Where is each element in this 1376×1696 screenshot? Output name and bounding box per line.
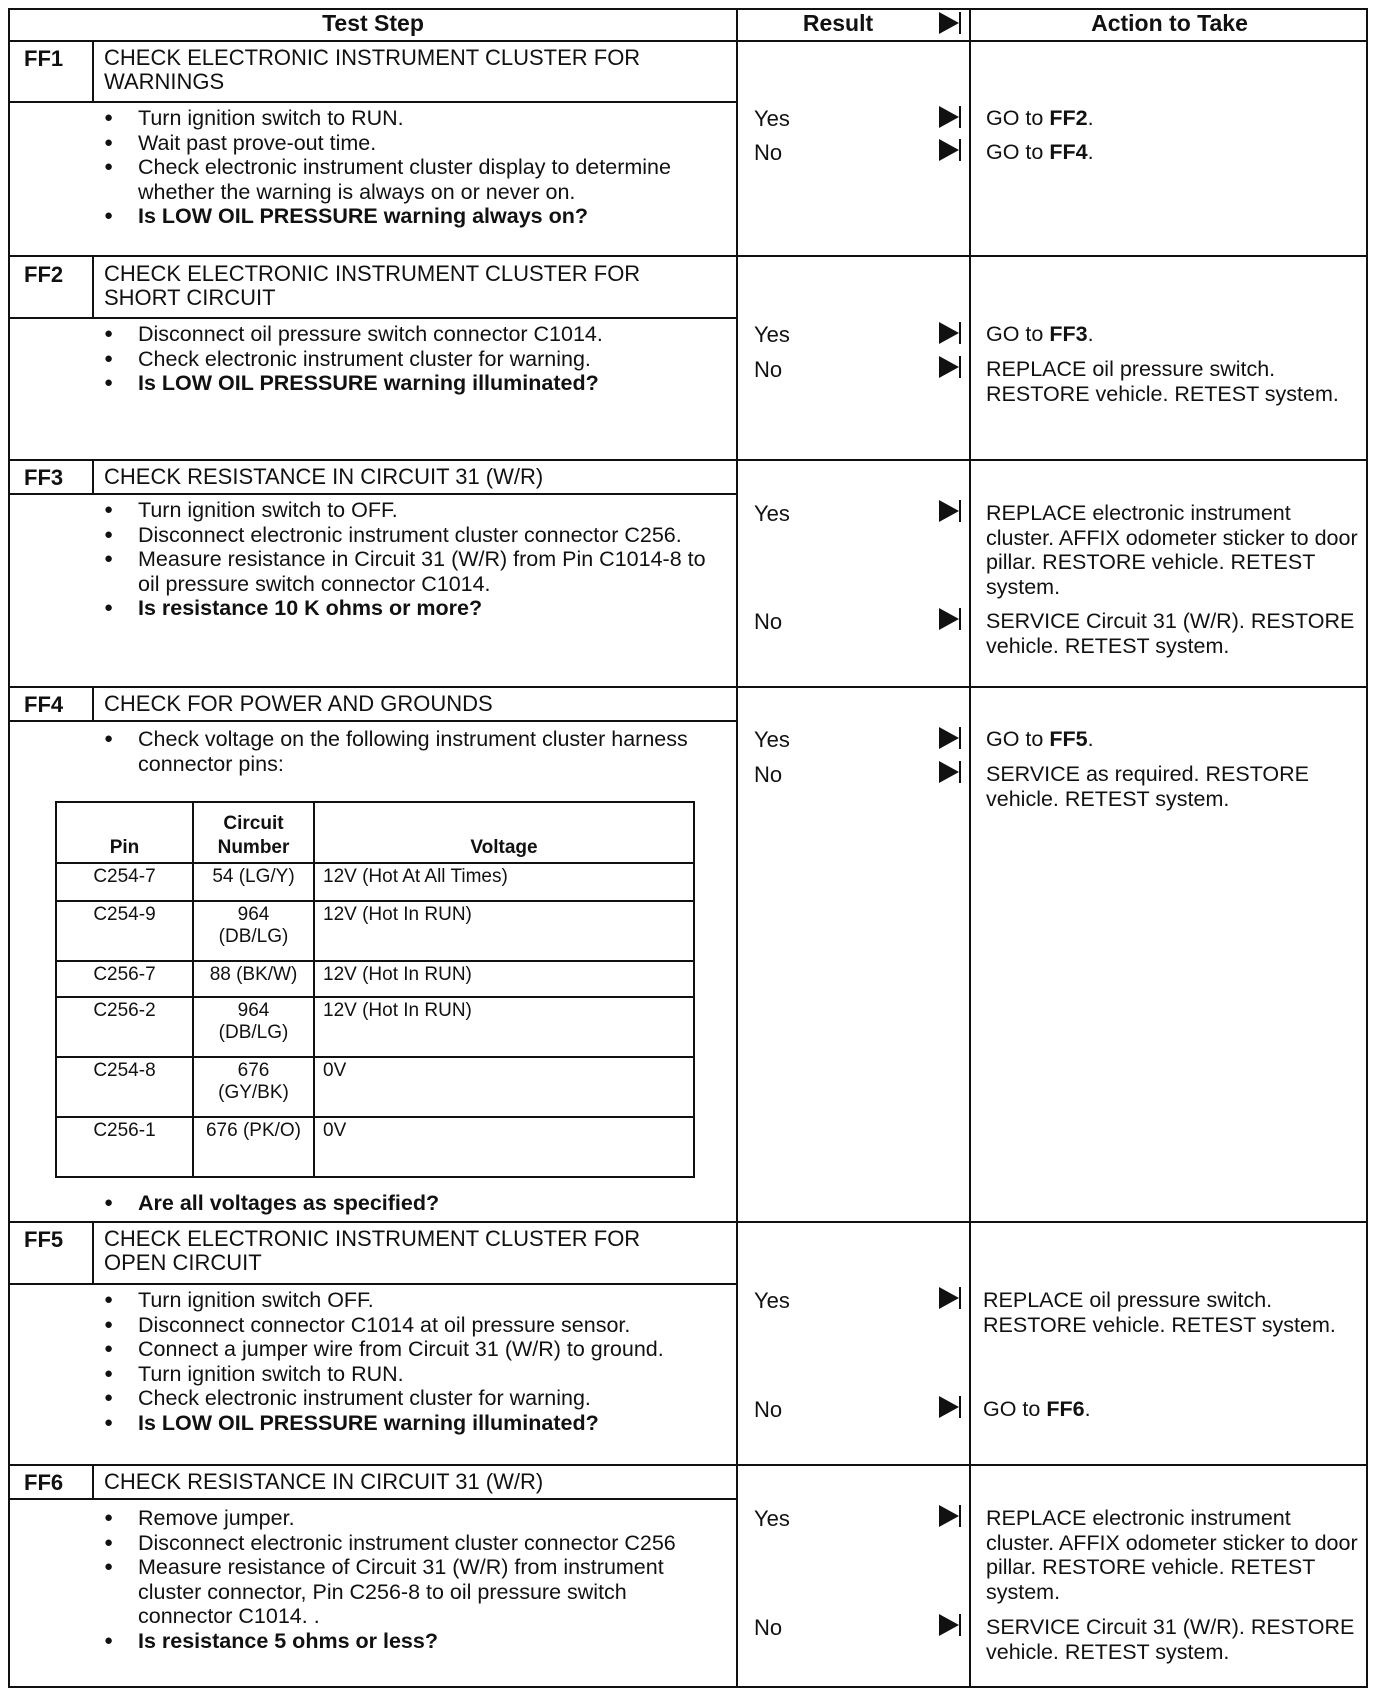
column-divider (736, 8, 738, 1688)
step-instructions (98, 498, 718, 621)
result-no: No (754, 762, 783, 787)
action-yes: GO to FF2. (986, 106, 1094, 130)
pin-cell: C256-1 (56, 1117, 193, 1177)
step-title: CHECK FOR POWER AND GROUNDS (104, 691, 493, 716)
action-no: SERVICE Circuit 31 (W/R). RESTORE vehicle. RETEST system. (986, 1615, 1355, 1664)
step-question: ● Is LOW OIL PRESSURE warning illuminated? (98, 1411, 718, 1436)
action-no: GO to FF6. (983, 1397, 1091, 1421)
result-arrow-icon (939, 322, 959, 344)
result-arrow-icon (959, 322, 961, 344)
step-title-divider (8, 493, 738, 495)
step-title: CHECK RESISTANCE IN CIRCUIT 31 (W/R) (104, 464, 544, 489)
pin-cell: C256-2 (56, 997, 193, 1057)
action-yes: REPLACE electronic instrument cluster. AFFIX odometer sticker to door pillar. RESTORE vehicle. RETEST system. (986, 501, 1358, 599)
step-instructions (98, 1506, 718, 1653)
circuit-cell: 964 (DB/LG) (193, 997, 314, 1057)
circuit-cell: 88 (BK/W) (193, 961, 314, 997)
diagnostic-table (8, 8, 1368, 1688)
column-divider (969, 8, 971, 1688)
instruction-item: ● Wait past prove-out time. (98, 131, 718, 156)
step-id: FF5 (24, 1227, 64, 1252)
pin-voltage-table (55, 801, 695, 1178)
action-yes: GO to FF3. (986, 322, 1094, 346)
action-no: SERVICE Circuit 31 (W/R). RESTORE vehicle. RETEST system. (986, 609, 1355, 658)
step-id-divider (92, 686, 94, 722)
step-divider (8, 686, 1368, 688)
result-yes: Yes (754, 1288, 790, 1313)
instruction-item: ● Turn ignition switch to OFF. (98, 498, 718, 523)
voltage-cell: 0V (314, 1057, 694, 1117)
result-arrow-icon (939, 761, 959, 783)
step-id: FF4 (24, 692, 64, 717)
table-border (8, 8, 10, 1688)
result-arrow-icon (959, 356, 961, 378)
instruction-item: ● Check electronic instrument cluster display to determine whether the warning is always on or never on. (98, 155, 718, 204)
step-id-divider (92, 1464, 94, 1500)
instruction-item: ● Disconnect connector C1014 at oil pressure sensor. (98, 1313, 718, 1338)
step-id-divider (92, 255, 94, 319)
result-arrow-icon (939, 106, 959, 128)
instruction-item: ● Check voltage on the following instrument cluster harness connector pins: (98, 727, 718, 776)
step-question: ● Are all voltages as specified? (98, 1191, 718, 1216)
result-arrow-icon (939, 139, 959, 161)
result-yes: Yes (754, 501, 790, 526)
instruction-item: ● Turn ignition switch to RUN. (98, 1362, 718, 1387)
result-arrow-icon (939, 1505, 959, 1527)
step-title-divider (8, 1498, 738, 1500)
action-yes: REPLACE electronic instrument cluster. AFFIX odometer sticker to door pillar. RESTORE vehicle. RETEST system. (986, 1506, 1358, 1604)
header-result: Result (802, 10, 874, 36)
step-id: FF1 (24, 46, 64, 71)
result-yes: Yes (754, 322, 790, 347)
instruction-item: ● Check electronic instrument cluster for warning. (98, 1386, 718, 1411)
result-arrow-icon (959, 1287, 961, 1309)
step-id-divider (92, 459, 94, 495)
step-id: FF3 (24, 465, 64, 490)
instruction-item: ● Disconnect oil pressure switch connector C1014. (98, 322, 718, 347)
step-title-divider (8, 720, 738, 722)
instruction-item: ● Turn ignition switch to RUN. (98, 106, 718, 131)
result-arrow-icon (939, 1396, 959, 1418)
result-arrow-icon (939, 608, 959, 630)
result-arrow-icon (959, 761, 961, 783)
table-border (1366, 8, 1368, 1688)
action-yes: GO to FF5. (986, 727, 1094, 751)
result-arrow-icon (959, 1614, 961, 1636)
result-yes: Yes (754, 727, 790, 752)
voltage-cell: 12V (Hot In RUN) (314, 961, 694, 997)
circuit-header: Circuit Number (193, 802, 314, 863)
step-instructions (98, 322, 718, 396)
header-arrow-icon (939, 12, 959, 34)
result-arrow-icon (939, 500, 959, 522)
step-instructions (98, 1191, 718, 1216)
result-arrow-icon (959, 139, 961, 161)
result-yes: Yes (754, 106, 790, 131)
step-title: CHECK ELECTRONIC INSTRUMENT CLUSTER FOR WARNINGS (104, 45, 641, 94)
circuit-cell: 54 (LG/Y) (193, 863, 314, 901)
instruction-item: ● Connect a jumper wire from Circuit 31 (W/R) to ground. (98, 1337, 718, 1362)
step-title: CHECK ELECTRONIC INSTRUMENT CLUSTER FOR SHORT CIRCUIT (104, 261, 641, 310)
result-arrow-icon (959, 727, 961, 749)
pin-cell: C254-7 (56, 863, 193, 901)
instruction-item: ● Measure resistance in Circuit 31 (W/R) from Pin C1014-8 to oil pressure switch connector C1014. (98, 547, 718, 596)
action-no: SERVICE as required. RESTORE vehicle. RETEST system. (986, 762, 1310, 811)
step-id-divider (92, 40, 94, 103)
instruction-item: ● Measure resistance of Circuit 31 (W/R) from instrument cluster connector, Pin C256-8 to oil pressure switch connector C1014. . (98, 1555, 718, 1629)
pin-cell: C254-9 (56, 901, 193, 961)
action-no: GO to FF4. (986, 140, 1094, 164)
step-instructions (98, 727, 718, 776)
step-instructions (98, 106, 718, 229)
result-no: No (754, 357, 783, 382)
header-arrow-icon (959, 12, 961, 34)
result-arrow-icon (939, 1614, 959, 1636)
step-divider (8, 1221, 1368, 1223)
circuit-cell: 964 (DB/LG) (193, 901, 314, 961)
result-arrow-icon (939, 356, 959, 378)
header-action: Action to Take (1091, 10, 1248, 36)
step-title: CHECK RESISTANCE IN CIRCUIT 31 (W/R) (104, 1469, 544, 1494)
result-no: No (754, 1615, 783, 1640)
step-divider (8, 255, 1368, 257)
step-divider (8, 1464, 1368, 1466)
result-yes: Yes (754, 1506, 790, 1531)
action-yes: REPLACE oil pressure switch. RESTORE vehicle. RETEST system. (983, 1288, 1336, 1337)
header-test-step: Test Step (322, 10, 424, 36)
step-divider (8, 459, 1368, 461)
circuit-cell: 676 (PK/O) (193, 1117, 314, 1177)
step-id-divider (92, 1221, 94, 1285)
voltage-cell: 0V (314, 1117, 694, 1177)
result-arrow-icon (959, 608, 961, 630)
instruction-item: ● Remove jumper. (98, 1506, 718, 1531)
voltage-cell: 12V (Hot In RUN) (314, 997, 694, 1057)
step-question: ● Is LOW OIL PRESSURE warning illuminated? (98, 371, 718, 396)
result-no: No (754, 609, 783, 634)
result-no: No (754, 1397, 783, 1422)
result-arrow-icon (959, 1505, 961, 1527)
voltage-cell: 12V (Hot At All Times) (314, 863, 694, 901)
result-arrow-icon (939, 727, 959, 749)
pin-cell: C254-8 (56, 1057, 193, 1117)
instruction-item: ● Turn ignition switch OFF. (98, 1288, 718, 1313)
voltage-header: Voltage (314, 802, 694, 863)
result-arrow-icon (959, 106, 961, 128)
step-title-divider (8, 101, 738, 103)
pin-cell: C256-7 (56, 961, 193, 997)
instruction-item: ● Disconnect electronic instrument cluster connector C256 (98, 1531, 718, 1556)
pin-header: Pin (56, 802, 193, 863)
step-id: FF2 (24, 262, 64, 287)
step-instructions (98, 1288, 718, 1435)
result-arrow-icon (939, 1287, 959, 1309)
step-question: ● Is resistance 10 K ohms or more? (98, 596, 718, 621)
circuit-cell: 676 (GY/BK) (193, 1057, 314, 1117)
header-divider (8, 40, 1368, 42)
result-arrow-icon (959, 1396, 961, 1418)
instruction-item: ● Check electronic instrument cluster for warning. (98, 347, 718, 372)
step-id: FF6 (24, 1470, 64, 1495)
table-border (8, 1686, 1368, 1688)
step-title-divider (8, 317, 738, 319)
result-no: No (754, 140, 783, 165)
step-question: ● Is resistance 5 ohms or less? (98, 1629, 718, 1654)
voltage-cell: 12V (Hot In RUN) (314, 901, 694, 961)
step-question: ● Is LOW OIL PRESSURE warning always on? (98, 204, 718, 229)
step-title: CHECK ELECTRONIC INSTRUMENT CLUSTER FOR OPEN CIRCUIT (104, 1226, 641, 1275)
step-title-divider (8, 1283, 738, 1285)
action-no: REPLACE oil pressure switch. RESTORE vehicle. RETEST system. (986, 357, 1339, 406)
result-arrow-icon (959, 500, 961, 522)
instruction-item: ● Disconnect electronic instrument cluster connector C256. (98, 523, 718, 548)
